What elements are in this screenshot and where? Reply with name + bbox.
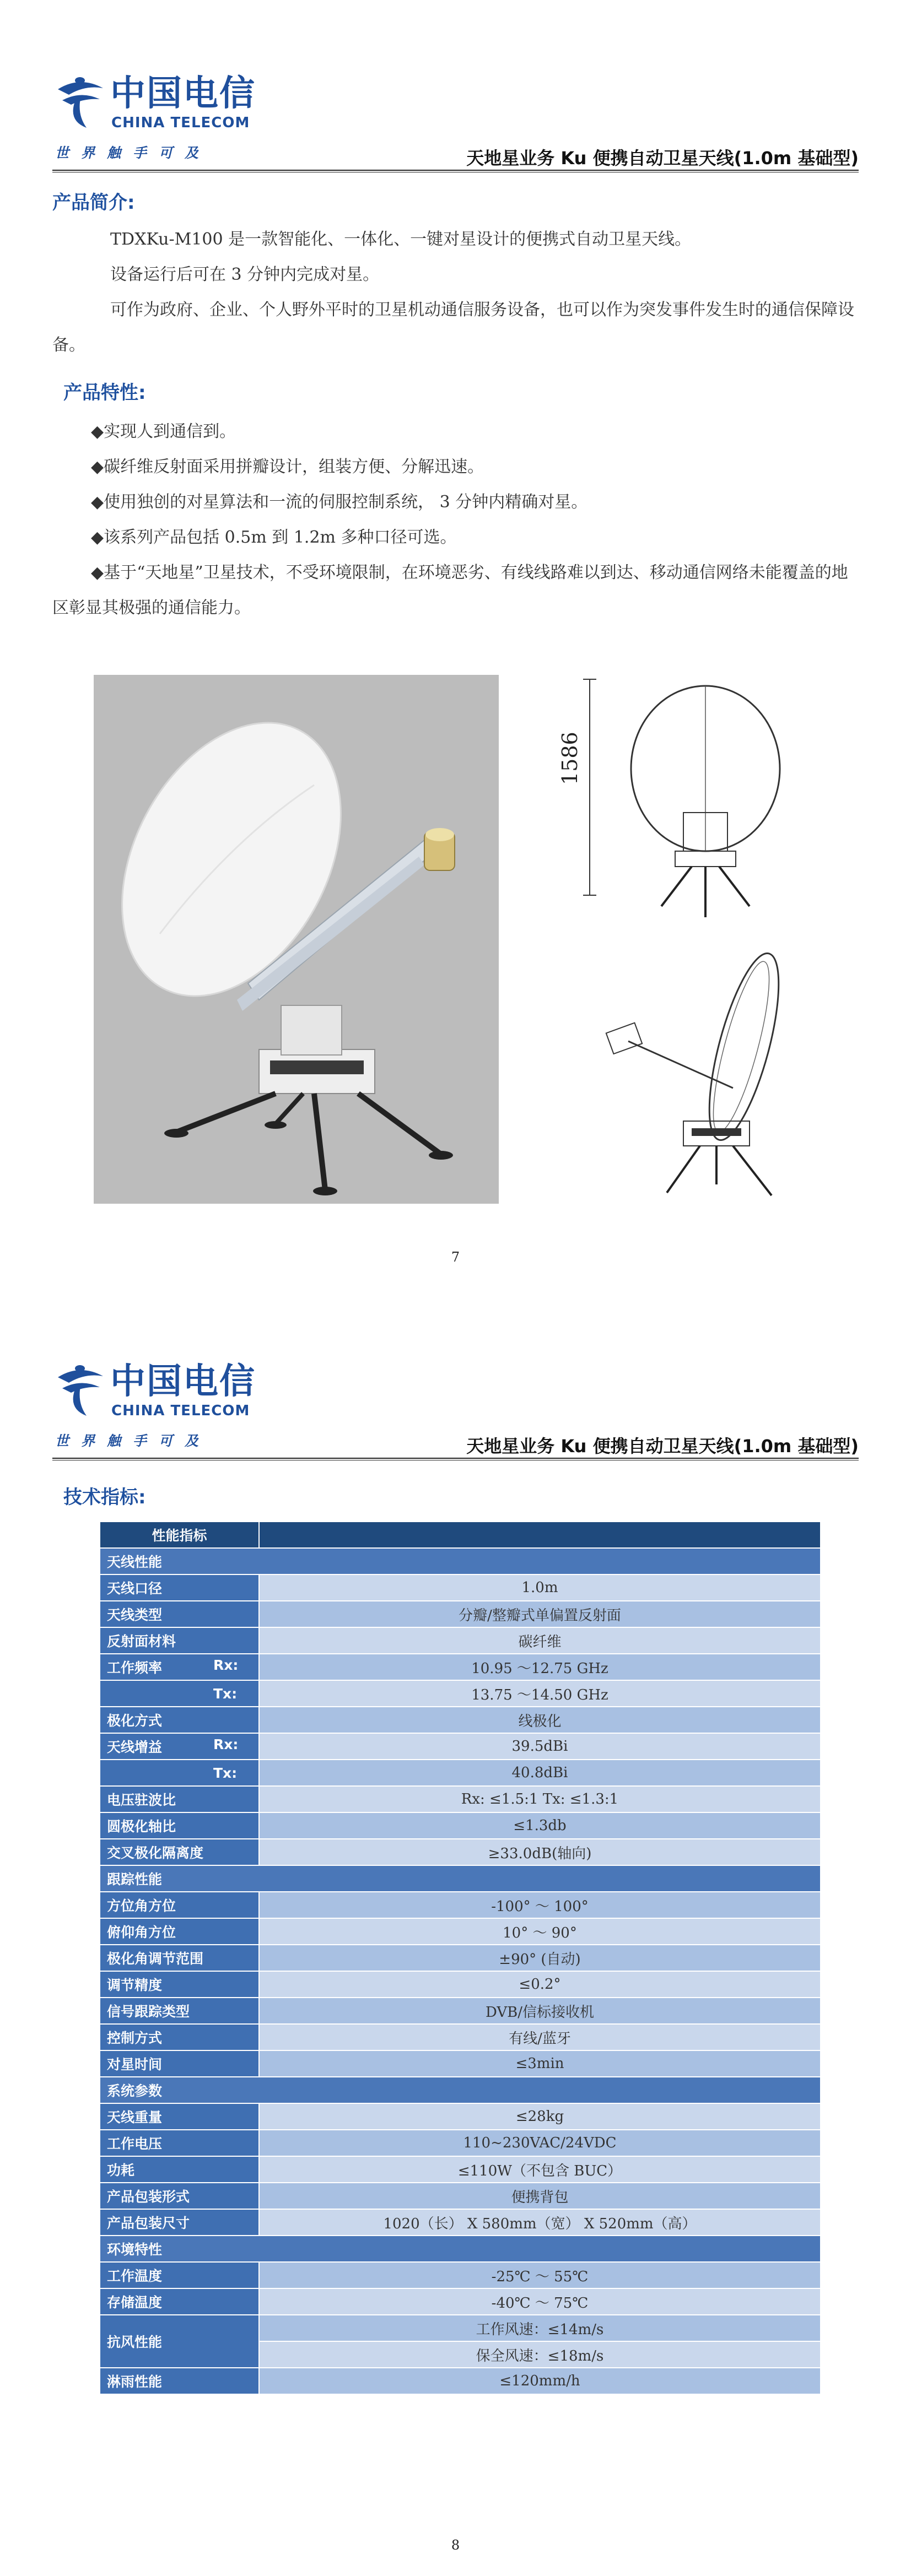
table-row xyxy=(100,2130,821,2156)
table-row-value: 110~230VAC/24VDC xyxy=(259,2130,821,2156)
table-row-name: 功耗 xyxy=(100,2156,259,2183)
row-label: 天线增益 xyxy=(107,1739,163,1755)
table-row-name: 天线口径 xyxy=(100,1574,259,1601)
features-heading: 产品特性: xyxy=(63,382,146,404)
table-row xyxy=(100,1680,821,1707)
feature-item: ◆该系列产品包括 0.5m 到 1.2m 多种口径可选。 xyxy=(91,528,457,547)
table-row xyxy=(100,1760,821,1786)
table-row-value: 分瓣/整瓣式单偏置反射面 xyxy=(259,1601,821,1627)
table-header-cell: 性能指标 xyxy=(100,1522,259,1548)
table-row xyxy=(100,1627,821,1654)
table-row-value: 39.5dBi xyxy=(259,1733,821,1760)
china-telecom-logo xyxy=(52,1360,262,1453)
table-row xyxy=(100,2262,821,2288)
table-row-name: 极化方式 xyxy=(100,1707,259,1733)
table-row-value: ≤3min xyxy=(259,2050,821,2077)
table-row xyxy=(100,2368,821,2394)
table-section-title: 跟踪性能 xyxy=(100,1865,821,1892)
table-row-value: 有线/蓝牙 xyxy=(259,2024,821,2050)
table-row-value: ≤110W（不包含 BUC） xyxy=(259,2156,821,2183)
telecom-logo-icon xyxy=(52,73,107,133)
table-section-row xyxy=(100,2077,821,2103)
table-row-name: 抗风性能 xyxy=(100,2315,259,2368)
header-divider xyxy=(52,170,859,171)
table-row xyxy=(100,1601,821,1627)
table-row-name: 存储温度 xyxy=(100,2288,259,2315)
table-row xyxy=(100,1892,821,1918)
logo-english-name: CHINA TELECOM xyxy=(111,1403,250,1419)
table-header-blank xyxy=(259,1522,821,1548)
table-header-row xyxy=(100,1522,821,1548)
table-section-title: 系统参数 xyxy=(100,2077,821,2103)
table-row-value: 1.0m xyxy=(259,1574,821,1601)
table-row xyxy=(100,1707,821,1733)
page-number: 7 xyxy=(451,1249,460,1265)
table-row-name: 极化角调节范围 xyxy=(100,1945,259,1971)
table-row-value: 工作风速：≤14m/s xyxy=(259,2315,821,2341)
header-divider xyxy=(52,1458,859,1459)
table-row xyxy=(100,2156,821,2183)
table-row-name xyxy=(100,1760,259,1786)
feature-item: ◆碳纤维反射面采用拼瓣设计，组装方便、分解迅速。 xyxy=(91,457,484,477)
row-label: 工作频率 xyxy=(107,1660,163,1676)
table-row xyxy=(100,1945,821,1971)
table-row-value: 便携背包 xyxy=(259,2183,821,2209)
document-title: 天地星业务 Ku 便携自动卫星天线(1.0m 基础型) xyxy=(466,148,859,169)
table-row-value: 40.8dBi xyxy=(259,1760,821,1786)
table-section-row xyxy=(100,2236,821,2262)
table-row xyxy=(100,1812,821,1839)
table-row-name: 工作电压 xyxy=(100,2130,259,2156)
page-8 xyxy=(0,1288,911,2576)
table-row-name: 控制方式 xyxy=(100,2024,259,2050)
table-row-value: 碳纤维 xyxy=(259,1627,821,1654)
feature-item: ◆实现人到通信到。 xyxy=(91,422,236,441)
logo-english-name: CHINA TELECOM xyxy=(111,115,250,131)
table-row xyxy=(100,2209,821,2236)
antenna-product-photo xyxy=(94,675,499,1204)
table-row-value: ±90° (自动) xyxy=(259,1945,821,1971)
freq-band-tag: Rx: xyxy=(213,1657,239,1673)
table-row-value: ≥33.0dB(轴向) xyxy=(259,1839,821,1865)
table-row xyxy=(100,2288,821,2315)
table-row-name: 交叉极化隔离度 xyxy=(100,1839,259,1865)
table-row-value: -25℃ ～ 55℃ xyxy=(259,2262,821,2288)
table-row-value: 13.75 ～14.50 GHz xyxy=(259,1680,821,1707)
logo-chinese-name: 中国电信 xyxy=(110,73,256,114)
table-row-name: 产品包装尺寸 xyxy=(100,2209,259,2236)
table-row-value: ≤120mm/h xyxy=(259,2368,821,2394)
table-row-name: 方位角方位 xyxy=(100,1892,259,1918)
china-telecom-logo xyxy=(52,72,262,165)
table-row-name: 天线重量 xyxy=(100,2103,259,2130)
logo-chinese-name: 中国电信 xyxy=(110,1361,256,1402)
table-row-name: 电压驻波比 xyxy=(100,1786,259,1812)
table-section-row xyxy=(100,1865,821,1892)
spec-heading: 技术指标: xyxy=(63,1486,146,1508)
table-row-value: ≤1.3db xyxy=(259,1812,821,1839)
freq-band-tag: Tx: xyxy=(213,1765,238,1781)
table-row-value: 10° ～ 90° xyxy=(259,1918,821,1945)
page-number: 8 xyxy=(451,2537,460,2553)
table-row-value: Rx: ≤1.5:1 Tx: ≤1.3:1 xyxy=(259,1786,821,1812)
table-row-name xyxy=(100,1654,259,1680)
table-row xyxy=(100,2103,821,2130)
table-row-name: 反射面材料 xyxy=(100,1627,259,1654)
table-row xyxy=(100,1574,821,1601)
logo-slogan: 世界触手可及 xyxy=(55,145,211,161)
table-row xyxy=(100,1786,821,1812)
table-row-value: ≤0.2° xyxy=(259,1971,821,1998)
table-row-name: 调节精度 xyxy=(100,1971,259,1998)
table-section-row xyxy=(100,1548,821,1574)
table-row xyxy=(100,1733,821,1760)
table-row-name xyxy=(100,1680,259,1707)
table-row xyxy=(100,1971,821,1998)
logo-slogan: 世界触手可及 xyxy=(55,1433,211,1449)
table-row-value: 保全风速：≤18m/s xyxy=(259,2341,821,2368)
table-section-title: 环境特性 xyxy=(100,2236,821,2262)
table-row-value: DVB/信标接收机 xyxy=(259,1998,821,2024)
antenna-front-view-drawing xyxy=(551,675,783,928)
intro-paragraph-3: 可作为政府、企业、个人野外平时的卫星机动通信服务设备，也可以作为突发事件发生时的通信保障设备。 xyxy=(52,300,854,355)
intro-paragraph-2: 设备运行后可在 3 分钟内完成对星。 xyxy=(110,265,380,284)
table-row xyxy=(100,1654,821,1680)
table-row-value: ≤28kg xyxy=(259,2103,821,2130)
spec-table xyxy=(99,1521,821,2395)
table-row-name: 天线类型 xyxy=(100,1601,259,1627)
feature-item: ◆使用独创的对星算法和一流的伺服控制系统， 3 分钟内精确对星。 xyxy=(91,493,588,512)
table-row xyxy=(100,2315,821,2341)
table-row-value: -40℃ ～ 75℃ xyxy=(259,2288,821,2315)
table-row-name: 圆极化轴比 xyxy=(100,1812,259,1839)
freq-band-tag: Tx: xyxy=(213,1685,238,1702)
telecom-logo-icon xyxy=(52,1361,107,1421)
table-row-value: 线极化 xyxy=(259,1707,821,1733)
feature-item: ◆基于“天地星”卫星技术，不受环境限制，在环境恶劣、有线线路难以到达、移动通信网络未能覆盖的地区彰显其极强的通信能力。 xyxy=(52,563,848,618)
table-row-name: 产品包装形式 xyxy=(100,2183,259,2209)
table-row-name xyxy=(100,1733,259,1760)
table-row xyxy=(100,2024,821,2050)
table-row xyxy=(100,1839,821,1865)
table-row-value: 1020（长） X 580mm（宽） X 520mm（高） xyxy=(259,2209,821,2236)
antenna-side-view-drawing xyxy=(595,948,805,1201)
table-row-name: 信号跟踪类型 xyxy=(100,1998,259,2024)
table-section-title: 天线性能 xyxy=(100,1548,821,1574)
table-row xyxy=(100,2183,821,2209)
table-row-name: 对星时间 xyxy=(100,2050,259,2077)
table-row-name: 工作温度 xyxy=(100,2262,259,2288)
intro-paragraph-1: TDXKu-M100 是一款智能化、一体化、一键对星设计的便携式自动卫星天线。 xyxy=(110,230,692,249)
table-row-value: 10.95 ～12.75 GHz xyxy=(259,1654,821,1680)
freq-band-tag: Rx: xyxy=(213,1736,239,1752)
table-row xyxy=(100,1998,821,2024)
table-row-name: 淋雨性能 xyxy=(100,2368,259,2394)
intro-heading: 产品简介: xyxy=(52,192,135,214)
document-title: 天地星业务 Ku 便携自动卫星天线(1.0m 基础型) xyxy=(466,1436,859,1457)
height-dimension-label: 1586 xyxy=(558,732,582,785)
table-row-value: -100° ～ 100° xyxy=(259,1892,821,1918)
table-row xyxy=(100,2050,821,2077)
table-row xyxy=(100,1918,821,1945)
table-row-name: 俯仰角方位 xyxy=(100,1918,259,1945)
